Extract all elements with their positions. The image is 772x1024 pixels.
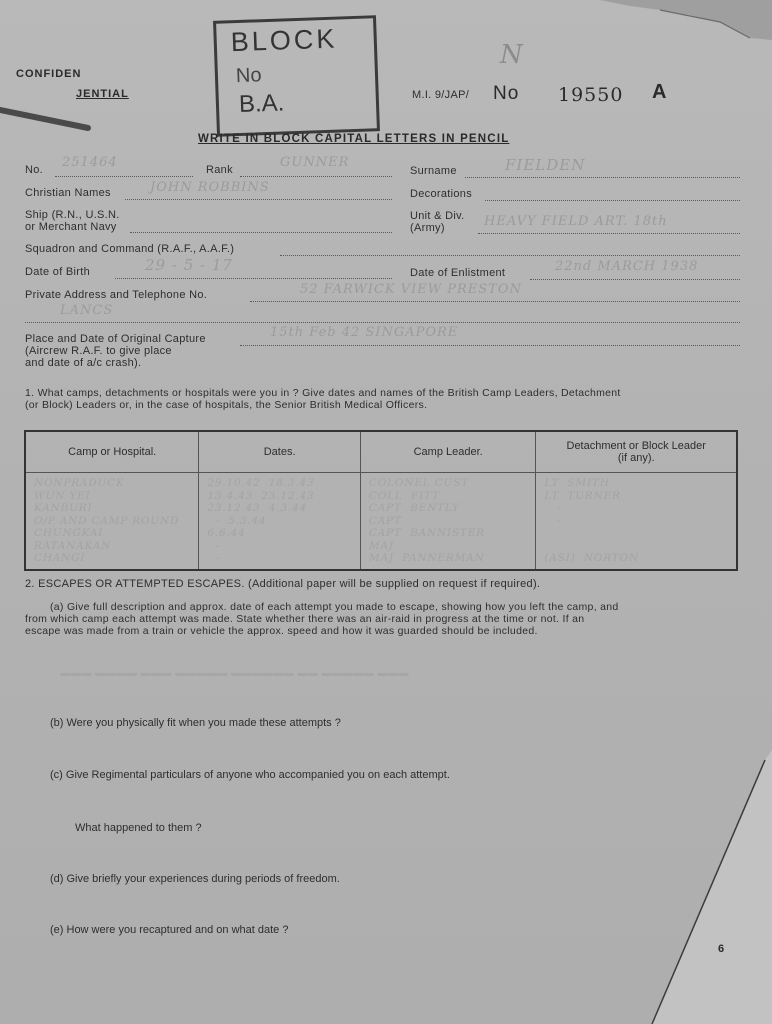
bleed-through-text: ▬▬▬ ▬▬▬▬▬ ▬▬ ▬▬▬▬▬▬ ▬▬▬▬▬ ▬▬▬ ▬▬▬▬ ▬▬▬: [60, 668, 409, 679]
decorations-label: Decorations: [410, 188, 472, 200]
question-2a-line-1: (a) Give full description and approx. date of each attempt you made to escape, showing how you left the camp, and: [50, 601, 619, 613]
page-number: 6: [718, 943, 725, 955]
number-label: No: [493, 83, 520, 104]
question-2b: (b) Were you physically fit when you made these attempts ?: [50, 717, 341, 729]
handwritten-mark: N: [500, 40, 524, 70]
no-label: No.: [25, 164, 44, 176]
detachment-leader-column-text: LT SMITH LT TURNER - - (ASI) NORTON: [536, 473, 737, 570]
stamp-line-3: B.A.: [238, 89, 285, 119]
address-label: Private Address and Telephone No.: [25, 289, 208, 301]
christian-names-label: Christian Names: [25, 187, 111, 199]
address-value-2: LANCS: [60, 303, 114, 318]
question-1-line-2: (or Block) Leaders or, in the case of hospitals, the Senior British Medical Officers.: [25, 399, 428, 411]
question-2e: (e) How were you recaptured and on what date ?: [50, 924, 289, 936]
surname-label: Surname: [410, 165, 457, 177]
stamp-line-2: No: [235, 64, 262, 88]
table-header-row: [25, 431, 737, 473]
date-of-birth-value: 29 - 5 - 17: [145, 256, 233, 274]
column-header-camp-leader: Camp Leader.: [360, 431, 536, 473]
unit-value: HEAVY FIELD ART. 18th: [484, 214, 668, 229]
question-2c: (c) Give Regimental particulars of anyone who accompanied you on each attempt.: [50, 769, 450, 781]
column-header-detachment-leader: Detachment or Block Leader (if any).: [536, 431, 737, 473]
block-ba-stamp: [213, 15, 380, 137]
rank-value: GUNNER: [280, 155, 350, 170]
classification-line-2: JENTIAL: [76, 88, 129, 100]
capture-label-3: and date of a/c crash).: [25, 357, 142, 369]
pencil-mark: [0, 100, 100, 140]
column-header-dates: Dates.: [199, 431, 361, 473]
camp-leader-column-text: COLONEL CUST COLL FITT CAPT BENTLY CAPT CAPT BANNISTER MAJ MAJ PANNERMAN: [360, 473, 536, 570]
address-value: 52 FARWICK VIEW PRESTON: [300, 282, 522, 297]
rank-label: Rank: [206, 164, 233, 176]
capture-value: 15th Feb 42 SINGAPORE: [270, 325, 459, 340]
date-of-enlistment-value: 22nd MARCH 1938: [555, 259, 699, 274]
camps-column-text: NONPRADUCK WUN YEI KANBURI O/P AND CAMP ROUND CHUNGKAI RATANAKAN CHANGI: [25, 473, 199, 570]
squadron-label: Squadron and Command (R.A.F., A.A.F.): [25, 243, 235, 255]
service-number-value: 251464: [62, 155, 118, 170]
capture-label-2: (Aircrew R.A.F. to give place: [25, 345, 172, 357]
column-header-camp: Camp or Hospital.: [25, 431, 199, 473]
question-2a-line-2: from which camp each attempt was made. State whether there was an air-raid in progress at the time or not. If an: [25, 613, 585, 625]
question-2c-followup: What happened to them ?: [75, 822, 202, 834]
unit-label-2: (Army): [410, 222, 445, 234]
surname-value: FIELDEN: [505, 156, 586, 174]
stamp-line-1: BLOCK: [230, 23, 338, 58]
folded-corner: [640, 750, 772, 1024]
question-2d: (d) Give briefly your experiences during periods of freedom.: [50, 873, 340, 885]
ship-label-2: or Merchant Navy: [25, 221, 117, 233]
form-reference: M.I. 9/JAP/: [412, 89, 470, 101]
form-number: 19550: [558, 84, 624, 106]
unit-label-1: Unit & Div.: [410, 210, 465, 222]
table-row: [25, 473, 737, 570]
date-of-enlistment-label: Date of Enlistment: [410, 267, 506, 279]
question-2a-line-3: escape was made from a train or vehicle the approx. speed and how it was guarded should be included.: [25, 625, 538, 637]
classification-line-1: CONFIDEN: [16, 68, 82, 80]
question-1-line-1: 1. What camps, detachments or hospitals were you in ? Give dates and names of the British Camp Leaders, Detachment: [25, 387, 621, 399]
question-2-title: 2. ESCAPES OR ATTEMPTED ESCAPES. (Additional paper will be supplied on request if required).: [25, 578, 541, 590]
capture-label-1: Place and Date of Original Capture: [25, 333, 206, 345]
form-number-suffix: A: [652, 81, 667, 103]
torn-edge: [600, 0, 772, 60]
ship-label-1: Ship (R.N., U.S.N.: [25, 209, 120, 221]
christian-names-value: JOHN ROBBINS: [150, 180, 270, 195]
date-of-birth-label: Date of Birth: [25, 266, 91, 278]
camps-table: [24, 430, 738, 571]
instruction-heading: WRITE IN BLOCK CAPITAL LETTERS IN PENCIL: [198, 133, 510, 145]
dates-column-text: 29.10.42 18.3.43 13.4.43 23.12.43 23.12.43 4.3.44 - 5.3.44 6.6.44 - -: [199, 473, 361, 570]
